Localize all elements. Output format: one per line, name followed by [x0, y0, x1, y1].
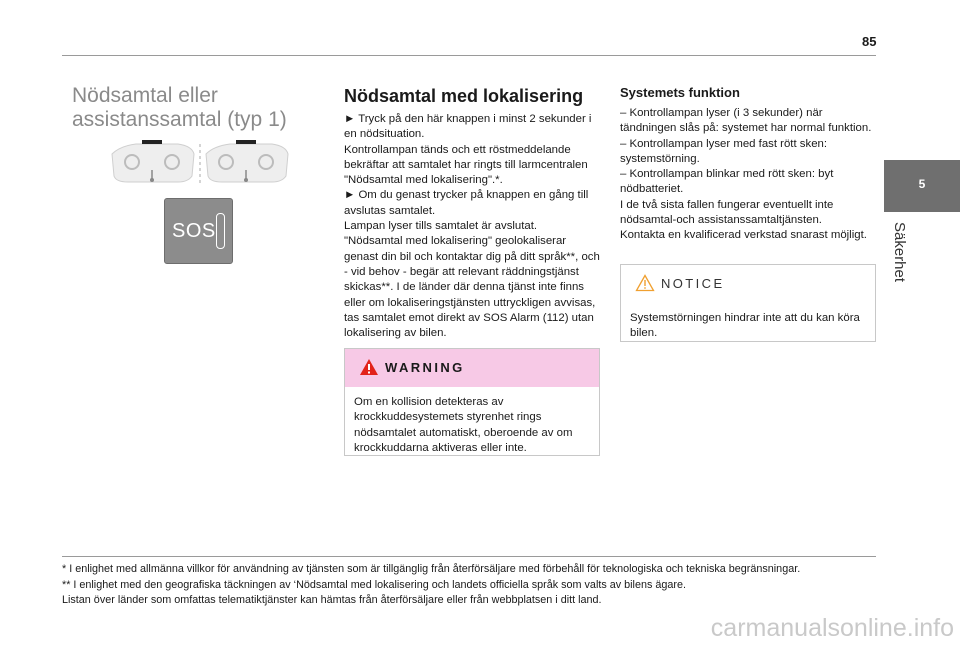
- top-rule: [62, 55, 876, 56]
- paragraph: I de två sista fallen fungerar eventuellt inte nödsamtal-och assistanssamtaltjänsten.: [620, 198, 834, 227]
- warning-header: [345, 349, 599, 387]
- notice-text: Systemstörningen hindrar inte att du kan köra bilen.: [630, 312, 860, 340]
- watermark: carmanualsonline.info: [710, 614, 954, 642]
- page-number: 85: [862, 34, 877, 49]
- section-title-located-call: Nödsamtal med lokalisering: [344, 86, 584, 106]
- chapter-tab[interactable]: [884, 160, 960, 212]
- notice-callout: [620, 264, 876, 342]
- located-call-body: [344, 112, 602, 341]
- sos-button-label: SOS: [172, 220, 216, 242]
- warning-label: WARNING: [385, 360, 465, 375]
- chapter-number: 5: [918, 177, 926, 191]
- footnotes: [62, 562, 892, 609]
- paragraph: Kontakta en kvalificerad verkstad snarast möjligt.: [620, 229, 867, 242]
- section-title-system-function: Systemets funktion: [620, 85, 740, 100]
- paragraph: – Kontrollampan blinkar med rött sken: byt nödbatteriet.: [620, 168, 834, 196]
- paragraph: Lampan lyser tills samtalet är avslutat.: [344, 220, 538, 233]
- footnote: * I enlighet med allmänna villkor för användning av tjänsten som är tillgänglig från återförsäljare med förbehåll för teknologiska och tekniska begränsningar.: [62, 563, 801, 575]
- sos-button-illustration: [164, 198, 233, 264]
- paragraph: – Kontrollampan lyser (i 3 sekunder) när tändningen slås på: systemet har normal funktion.: [620, 107, 872, 135]
- paragraph: ► Tryck på den här knappen i minst 2 sekunder i en nödsituation.: [344, 113, 592, 141]
- system-function-body: [620, 106, 876, 244]
- footnote-rule: [62, 556, 876, 557]
- paragraph: ► Om du genast trycker på knappen en gång till avslutas samtalet.: [344, 189, 589, 217]
- footnote: ** I enlighet med den geografiska täckningen av ‘Nödsamtal med lokalisering och landets officiella språk som valts av bilens ägare.: [62, 578, 686, 591]
- warning-text: Om en kollision detekteras av krockkuddesystemets styrenhet rings nödsamtalet automatiskt, oberoende av om krockkuddarna aktiveras eller inte.: [354, 396, 573, 454]
- paragraph: "Nödsamtal med lokalisering" geolokaliserar genast din bil och kontaktar dig på ditt språk**, och - vid behov - begär att relevant räddningstjänst skickas**. I de länder där denna tjänst inte finns eller om lokaliseringstjänsten uttryckligen avvisas, tas samtalet emot direkt av SOS Alarm (112) utan lokalisering av bilen.: [344, 235, 600, 340]
- paragraph: Kontrollampan tänds och ett röstmeddelande bekräftar att samtalet har ringts till larmcentralen "Nödsamtal med lokalisering".*.: [344, 143, 588, 187]
- chapter-label: [890, 222, 910, 292]
- notice-label: NOTICE: [661, 276, 725, 291]
- chapter-label-text: Säkerhet: [891, 222, 908, 283]
- footnote: Listan över länder som omfattas telematiktjänster kan hämtas från återförsäljare eller från webbplatsen i ditt land.: [62, 594, 602, 606]
- warning-triangle-icon: [359, 358, 379, 376]
- section-title-emergency-call: Nödsamtal eller assistanssamtal (typ 1): [72, 84, 287, 131]
- warning-callout: [344, 348, 600, 456]
- paragraph: – Kontrollampan lyser med fast rött sken: systemstörning.: [620, 137, 828, 165]
- overhead-console-illustration: [108, 140, 292, 186]
- sos-indicator-lamp: [216, 213, 225, 249]
- notice-triangle-icon: [635, 274, 655, 292]
- notice-header: [621, 265, 875, 303]
